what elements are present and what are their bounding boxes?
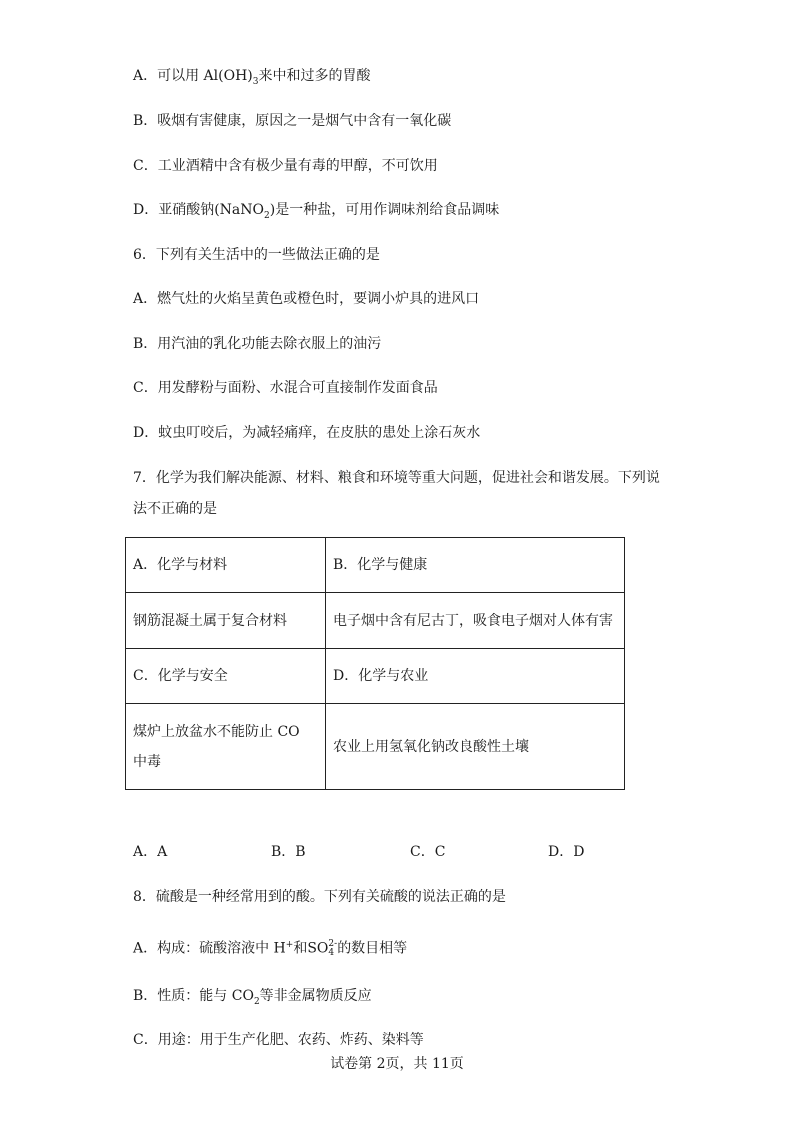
- table-cell: 煤炉上放盆水不能防止 CO 中毒: [126, 704, 326, 790]
- answer-choice-b[interactable]: B．B: [271, 844, 306, 860]
- table-cell: 电子烟中含有尼古丁，吸食电子烟对人体有害: [326, 593, 625, 649]
- question-8-stem: 8．硫酸是一种经常用到的酸。下列有关硫酸的说法正确的是: [133, 889, 506, 905]
- option-6a: A．燃气灶的火焰呈黄色或橙色时，要调小炉具的进风口: [133, 291, 480, 307]
- option-6b: B．用汽油的乳化功能去除衣服上的油污: [133, 336, 382, 352]
- table-row: [126, 704, 625, 790]
- option-text: D．亚硝酸钠(NaNO: [133, 202, 265, 218]
- table-cell: A．化学与材料: [126, 538, 326, 593]
- option-text: 的数目相等: [337, 940, 408, 957]
- option-5d: [133, 200, 499, 226]
- table-cell: D．化学与农业: [326, 649, 625, 704]
- answer-choice-c[interactable]: C．C: [410, 844, 446, 860]
- option-8b: [133, 986, 372, 1012]
- table-row: [126, 538, 625, 593]
- option-text: B．性质：能与 CO: [133, 988, 254, 1004]
- answer-choice-d[interactable]: D．D: [548, 844, 585, 860]
- page-footer: 试卷第 2页，共 11页: [330, 1056, 464, 1072]
- option-text: A．可以用 Al(OH): [133, 68, 253, 84]
- ion-charge-stack: [328, 940, 337, 958]
- option-text: 和SO: [293, 940, 329, 957]
- option-5b: B．吸烟有害健康，原因之一是烟气中含有一氧化碳: [133, 113, 452, 129]
- option-text: )是一种盐，可用作调味剂给食品调味: [269, 202, 500, 218]
- table-cell: C．化学与安全: [126, 649, 326, 704]
- option-text: A．构成：硫酸溶液中 H: [133, 940, 286, 957]
- table-cell: 钢筋混凝土属于复合材料: [126, 593, 326, 649]
- subscript: 2: [253, 996, 260, 1007]
- option-text: 来中和过多的胃酸: [258, 68, 371, 84]
- option-8c: C．用途：用于生产化肥、农药、炸药、染料等: [133, 1032, 424, 1048]
- question-7-stem-line2: 法不正确的是: [133, 501, 217, 517]
- answer-choice-a[interactable]: A．A: [133, 844, 168, 860]
- superscript: +: [285, 940, 294, 950]
- superscript: 2-: [328, 938, 338, 949]
- option-5c: C．工业酒精中含有极少量有毒的甲醇，不可饮用: [133, 158, 438, 174]
- subscript: 2: [264, 210, 270, 221]
- question-6-stem: 6．下列有关生活中的一些做法正确的是: [133, 247, 380, 263]
- table-cell: B．化学与健康: [326, 538, 625, 593]
- question-7-stem-line1: 7．化学为我们解决能源、材料、粮食和环境等重大问题，促进社会和谐发展。下列说: [133, 470, 660, 486]
- subscript: 4: [328, 947, 335, 958]
- option-5a: [133, 66, 371, 92]
- question-7-table: [125, 537, 625, 790]
- option-6d: D．蚊虫叮咬后，为减轻痛痒，在皮肤的患处上涂石灰水: [133, 425, 481, 441]
- table-row: [126, 649, 625, 704]
- option-8a: [133, 935, 407, 959]
- table-row: [126, 593, 625, 649]
- subscript: 3: [252, 76, 259, 87]
- table-cell: 农业上用氢氧化钠改良酸性土壤: [326, 704, 625, 790]
- option-text: 等非金属物质反应: [259, 988, 372, 1004]
- option-6c: C．用发酵粉与面粉、水混合可直接制作发面食品: [133, 380, 438, 396]
